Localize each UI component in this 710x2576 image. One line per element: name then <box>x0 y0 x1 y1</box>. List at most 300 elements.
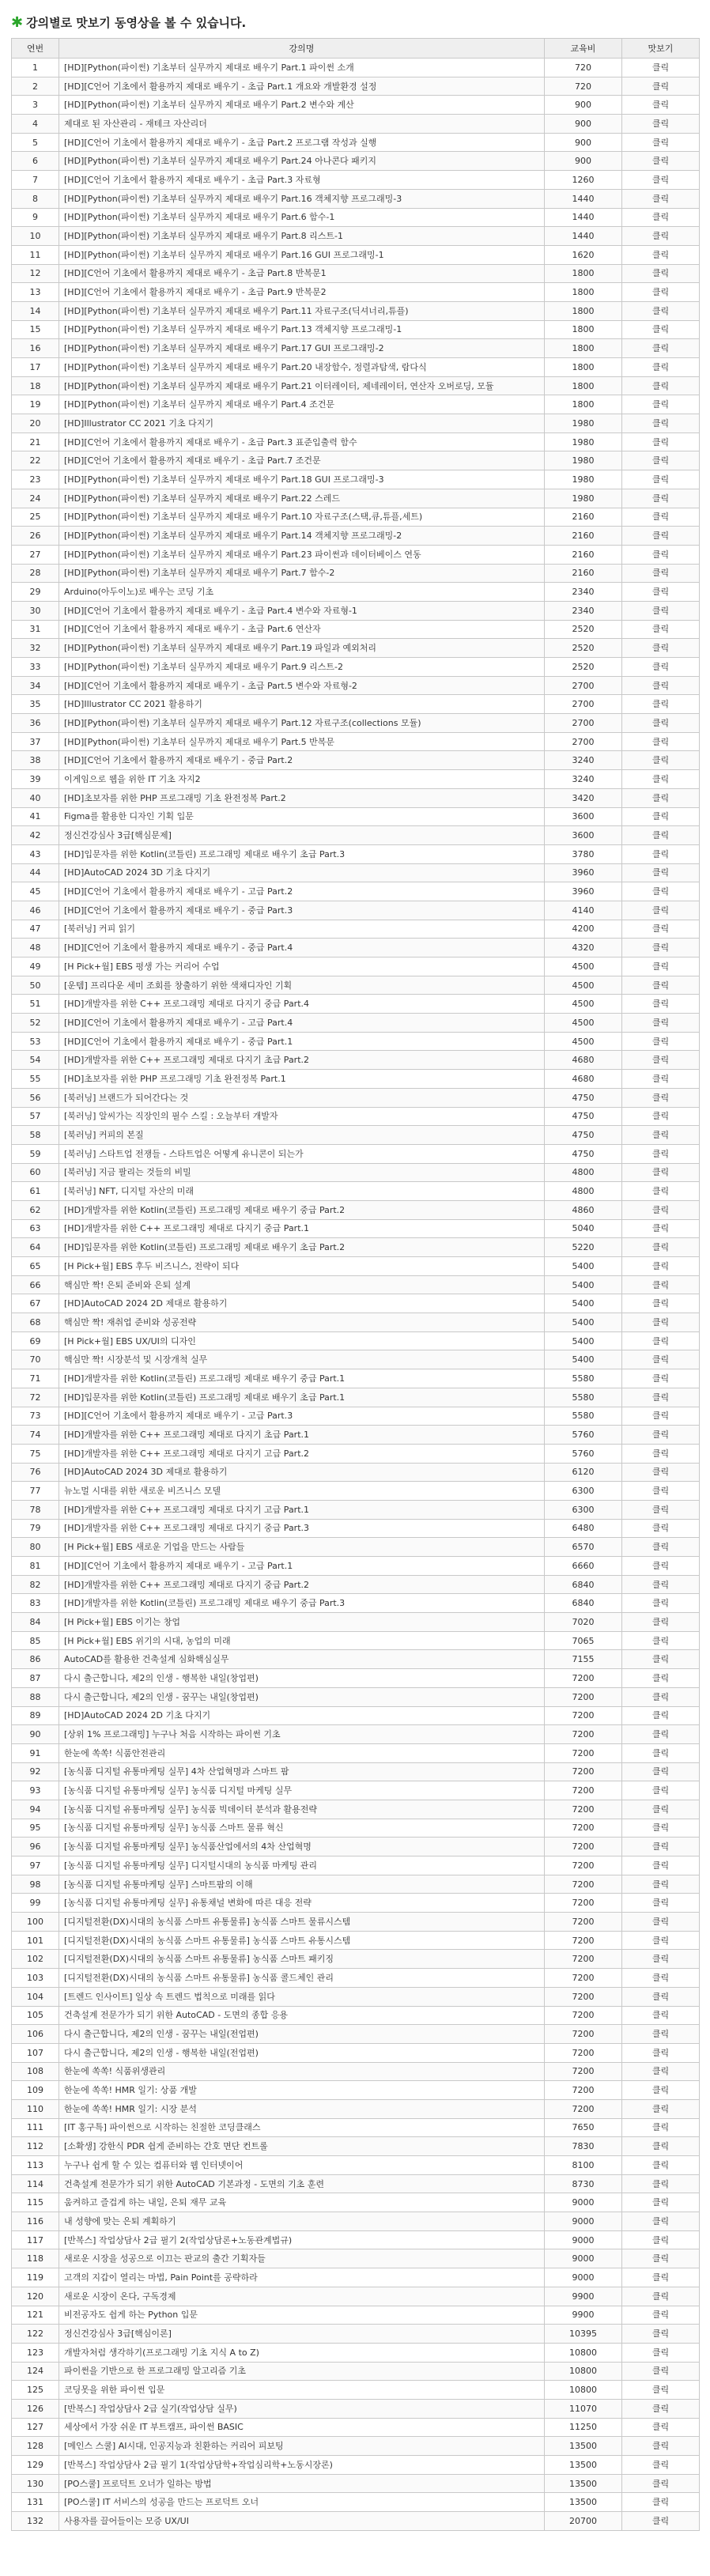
table-row <box>12 901 700 920</box>
table-row <box>12 1613 700 1632</box>
table-row <box>12 1931 700 1950</box>
preview-link[interactable]: 클릭 <box>622 1144 700 1163</box>
preview-link[interactable]: 클릭 <box>622 171 700 190</box>
table-row <box>12 2137 700 2156</box>
preview-link[interactable]: 클릭 <box>622 2174 700 2193</box>
preview-link[interactable]: 클릭 <box>622 1500 700 1519</box>
course-fee: 4860 <box>545 1200 622 1219</box>
course-fee: 7200 <box>545 1743 622 1762</box>
preview-link[interactable]: 클릭 <box>622 844 700 863</box>
row-number: 106 <box>12 2025 59 2044</box>
preview-link[interactable]: 클릭 <box>622 1800 700 1819</box>
course-fee: 1800 <box>545 376 622 395</box>
course-fee: 6300 <box>545 1500 622 1519</box>
column-header-preview: 맛보기 <box>622 39 700 59</box>
table-row <box>12 1426 700 1445</box>
table-row <box>12 676 700 695</box>
preview-link[interactable]: 클릭 <box>622 189 700 208</box>
preview-link[interactable]: 클릭 <box>622 283 700 302</box>
row-number: 14 <box>12 301 59 320</box>
course-title: 핵심만 짝! 은퇴 준비와 은퇴 설계 <box>59 1275 545 1294</box>
course-fee: 7200 <box>545 2025 622 2044</box>
row-number: 24 <box>12 489 59 508</box>
table-row <box>12 2343 700 2362</box>
preview-link[interactable]: 클릭 <box>622 1538 700 1557</box>
preview-link[interactable]: 클릭 <box>622 620 700 639</box>
row-number: 35 <box>12 695 59 714</box>
course-fee: 1440 <box>545 227 622 246</box>
preview-link[interactable]: 클릭 <box>622 1913 700 1932</box>
preview-link[interactable]: 클릭 <box>622 1687 700 1706</box>
course-fee: 4500 <box>545 1014 622 1033</box>
preview-link[interactable]: 클릭 <box>622 1838 700 1856</box>
preview-link[interactable]: 클릭 <box>622 1126 700 1145</box>
table-row <box>12 583 700 602</box>
preview-link[interactable]: 클릭 <box>622 1819 700 1838</box>
preview-link[interactable]: 클릭 <box>622 1987 700 2006</box>
preview-link[interactable]: 클릭 <box>622 1407 700 1426</box>
row-number: 31 <box>12 620 59 639</box>
course-fee: 900 <box>545 133 622 152</box>
preview-link[interactable]: 클릭 <box>622 1650 700 1669</box>
preview-link[interactable]: 클릭 <box>622 1219 700 1238</box>
course-title: [HD][Python(파이썬) 기초부터 실무까지 제대로 배우기 Part.2 변수와 계산 <box>59 96 545 115</box>
table-row <box>12 2493 700 2512</box>
preview-link[interactable]: 클릭 <box>622 901 700 920</box>
preview-link[interactable]: 클릭 <box>622 882 700 901</box>
table-row <box>12 2249 700 2268</box>
course-title: [HD][Python(파이썬) 기초부터 실무까지 제대로 배우기 Part.4 조건문 <box>59 395 545 414</box>
preview-link[interactable]: 클릭 <box>622 1631 700 1650</box>
course-title: [HD][Python(파이썬) 기초부터 실무까지 제대로 배우기 Part.9 리스트-2 <box>59 658 545 677</box>
table-row <box>12 2043 700 2062</box>
course-fee: 4750 <box>545 1088 622 1107</box>
row-number: 90 <box>12 1725 59 1744</box>
row-number: 5 <box>12 133 59 152</box>
table-row <box>12 339 700 358</box>
course-fee: 1980 <box>545 451 622 470</box>
preview-link[interactable]: 클릭 <box>622 1557 700 1576</box>
course-fee: 1800 <box>545 339 622 358</box>
page <box>11 0 699 2531</box>
preview-link[interactable]: 클릭 <box>622 1931 700 1950</box>
preview-link[interactable]: 클릭 <box>622 2212 700 2231</box>
course-title: [농식품 디지털 유통마케팅 실무] 스마트팜의 이해 <box>59 1875 545 1894</box>
preview-link[interactable]: 클릭 <box>622 1163 700 1182</box>
preview-link[interactable]: 클릭 <box>622 2006 700 2025</box>
preview-link[interactable]: 클릭 <box>622 1350 700 1369</box>
preview-link[interactable]: 클릭 <box>622 583 700 602</box>
preview-link[interactable]: 클릭 <box>622 2099 700 2118</box>
course-fee: 3600 <box>545 807 622 826</box>
preview-link[interactable]: 클릭 <box>622 2137 700 2156</box>
course-title: [HD][C언어 기초에서 활용까지 제대로 배우기 - 초급 Part.2 프로그램 작성과 실행 <box>59 133 545 152</box>
row-number: 1 <box>12 59 59 77</box>
preview-link[interactable]: 클릭 <box>622 564 700 583</box>
table-body <box>12 59 700 2531</box>
preview-link[interactable]: 클릭 <box>622 339 700 358</box>
course-title: [북러닝] 커피 읽기 <box>59 920 545 939</box>
preview-link[interactable]: 클릭 <box>622 2268 700 2287</box>
table-row <box>12 1687 700 1706</box>
course-fee: 1980 <box>545 489 622 508</box>
table-row <box>12 1275 700 1294</box>
preview-link[interactable]: 클릭 <box>622 2025 700 2044</box>
page-heading <box>11 11 699 33</box>
table-row <box>12 807 700 826</box>
preview-link[interactable]: 클릭 <box>622 639 700 658</box>
preview-link[interactable]: 클릭 <box>622 1482 700 1501</box>
course-title: 새로운 시장을 성공으로 이끄는 판교의 출간 기획자들 <box>59 2249 545 2268</box>
row-number: 73 <box>12 1407 59 1426</box>
preview-link[interactable]: 클릭 <box>622 1051 700 1070</box>
row-number: 18 <box>12 376 59 395</box>
preview-link[interactable]: 클릭 <box>622 976 700 995</box>
course-title: [HD]개발자를 위한 Kotlin(코틀린) 프로그래밍 제대로 배우기 중급 Part.3 <box>59 1594 545 1613</box>
row-number: 69 <box>12 1331 59 1350</box>
course-fee: 1260 <box>545 171 622 190</box>
preview-link[interactable]: 클릭 <box>622 1856 700 1875</box>
course-fee: 720 <box>545 59 622 77</box>
table-row <box>12 264 700 283</box>
preview-link[interactable]: 클릭 <box>622 714 700 733</box>
course-fee: 6840 <box>545 1575 622 1594</box>
preview-link[interactable]: 클릭 <box>622 1894 700 1913</box>
table-row <box>12 1182 700 1201</box>
table-row <box>12 2381 700 2400</box>
row-number: 38 <box>12 751 59 770</box>
preview-link[interactable]: 클릭 <box>622 958 700 976</box>
preview-link[interactable]: 클릭 <box>622 1706 700 1725</box>
course-fee: 7200 <box>545 1875 622 1894</box>
table-row <box>12 863 700 882</box>
course-fee: 1800 <box>545 395 622 414</box>
preview-link[interactable]: 클릭 <box>622 1238 700 1257</box>
preview-link[interactable]: 클릭 <box>622 2437 700 2456</box>
course-title: [HD][C언어 기초에서 활용까지 제대로 배우기 - 중급 Part.4 <box>59 939 545 958</box>
preview-link[interactable]: 클릭 <box>622 2230 700 2249</box>
row-number: 56 <box>12 1088 59 1107</box>
preview-link[interactable]: 클릭 <box>622 732 700 751</box>
preview-link[interactable]: 클릭 <box>622 489 700 508</box>
preview-link[interactable]: 클릭 <box>622 2193 700 2212</box>
table-row <box>12 1257 700 1276</box>
preview-link[interactable]: 클릭 <box>622 1070 700 1089</box>
course-fee: 7650 <box>545 2118 622 2137</box>
row-number: 48 <box>12 939 59 958</box>
preview-link[interactable]: 클릭 <box>622 152 700 171</box>
preview-link[interactable]: 클릭 <box>622 1313 700 1332</box>
course-fee: 7200 <box>545 1819 622 1838</box>
row-number: 46 <box>12 901 59 920</box>
course-title: [소확생] 강한식 PDR 쉽게 준비하는 간호 면단 컨트롤 <box>59 2137 545 2156</box>
course-fee: 1800 <box>545 283 622 302</box>
course-fee: 9000 <box>545 2212 622 2231</box>
preview-link[interactable]: 클릭 <box>622 451 700 470</box>
preview-link[interactable]: 클릭 <box>622 676 700 695</box>
preview-link[interactable]: 클릭 <box>622 1182 700 1201</box>
table-row <box>12 1875 700 1894</box>
preview-link[interactable]: 클릭 <box>622 1294 700 1313</box>
row-number: 92 <box>12 1762 59 1781</box>
table-row <box>12 1800 700 1819</box>
row-number: 120 <box>12 2287 59 2306</box>
preview-link[interactable]: 클릭 <box>622 770 700 789</box>
table-row <box>12 2230 700 2249</box>
course-fee: 1800 <box>545 358 622 377</box>
preview-link[interactable]: 클릭 <box>622 1331 700 1350</box>
course-fee: 4750 <box>545 1144 622 1163</box>
preview-link[interactable]: 클릭 <box>622 2325 700 2344</box>
course-title: [IT 홍구특] 파이썬으로 시작하는 친절한 코딩클래스 <box>59 2118 545 2137</box>
preview-link[interactable]: 클릭 <box>622 658 700 677</box>
preview-link[interactable]: 클릭 <box>622 1950 700 1969</box>
preview-link[interactable]: 클릭 <box>622 1743 700 1762</box>
course-title: 개발자처럼 생각하기(프로그래밍 기초 지식 A to Z) <box>59 2343 545 2362</box>
preview-link[interactable]: 클릭 <box>622 508 700 527</box>
course-title: [디지털전환(DX)시대의 농식품 스마트 유통물류] 농식품 스마트 유통시스템 <box>59 1931 545 1950</box>
preview-link[interactable]: 클릭 <box>622 301 700 320</box>
row-number: 102 <box>12 1950 59 1969</box>
row-number: 91 <box>12 1743 59 1762</box>
course-fee: 7200 <box>545 1725 622 1744</box>
row-number: 57 <box>12 1107 59 1126</box>
course-title: [HD]AutoCAD 2024 2D 기초 다지기 <box>59 1706 545 1725</box>
row-number: 52 <box>12 1014 59 1033</box>
preview-link[interactable]: 클릭 <box>622 1388 700 1407</box>
table-row <box>12 1444 700 1463</box>
table-row <box>12 489 700 508</box>
preview-link[interactable]: 클릭 <box>622 1032 700 1051</box>
preview-link[interactable]: 클릭 <box>622 1613 700 1632</box>
course-title: [농식품 디지털 유통마케팅 실무] 농식품 스마트 물류 혁신 <box>59 1819 545 1838</box>
row-number: 53 <box>12 1032 59 1051</box>
course-title: [HD][Python(파이썬) 기초부터 실무까지 제대로 배우기 Part.11 자료구조(딕셔너리,튜플) <box>59 301 545 320</box>
preview-link[interactable]: 클릭 <box>622 2081 700 2100</box>
preview-link[interactable]: 클릭 <box>622 227 700 246</box>
preview-link[interactable]: 클릭 <box>622 59 700 77</box>
course-title: 한눈에 쏙쏙! 식품안전관리 <box>59 1743 545 1762</box>
preview-link[interactable]: 클릭 <box>622 264 700 283</box>
row-number: 54 <box>12 1051 59 1070</box>
course-title: [HD]개발자를 위한 C++ 프로그래밍 제대로 다지기 중급 Part.1 <box>59 1219 545 1238</box>
preview-link[interactable]: 클릭 <box>622 788 700 807</box>
preview-link[interactable]: 클릭 <box>622 939 700 958</box>
table-row <box>12 1743 700 1762</box>
preview-link[interactable]: 클릭 <box>622 2512 700 2531</box>
preview-link[interactable]: 클릭 <box>622 1444 700 1463</box>
row-number: 75 <box>12 1444 59 1463</box>
preview-link[interactable]: 클릭 <box>622 751 700 770</box>
preview-link[interactable]: 클릭 <box>622 2399 700 2418</box>
row-number: 39 <box>12 770 59 789</box>
course-fee: 2520 <box>545 658 622 677</box>
row-number: 105 <box>12 2006 59 2025</box>
course-title: [HD]AutoCAD 2024 3D 제대로 활용하기 <box>59 1463 545 1482</box>
course-title: 건축설계 전문가가 되기 위한 AutoCAD - 도면의 종합 응용 <box>59 2006 545 2025</box>
preview-link[interactable]: 클릭 <box>622 432 700 451</box>
preview-link[interactable]: 클릭 <box>622 1369 700 1388</box>
table-row <box>12 1575 700 1594</box>
course-fee: 4140 <box>545 901 622 920</box>
course-fee: 4320 <box>545 939 622 958</box>
course-title: 한눈에 쏙쏙! 식품위생관리 <box>59 2062 545 2081</box>
preview-link[interactable]: 클릭 <box>622 2249 700 2268</box>
course-fee: 9000 <box>545 2230 622 2249</box>
course-fee: 6480 <box>545 1519 622 1538</box>
preview-link[interactable]: 클릭 <box>622 1781 700 1800</box>
preview-link[interactable]: 클릭 <box>622 1594 700 1613</box>
preview-link[interactable]: 클릭 <box>622 826 700 845</box>
row-number: 26 <box>12 527 59 546</box>
row-number: 17 <box>12 358 59 377</box>
course-fee: 13500 <box>545 2456 622 2475</box>
preview-link[interactable]: 클릭 <box>622 995 700 1014</box>
course-title: [HD][C언어 기초에서 활용까지 제대로 배우기 - 고급 Part.3 <box>59 1407 545 1426</box>
preview-link[interactable]: 클릭 <box>622 414 700 433</box>
table-row <box>12 1519 700 1538</box>
preview-link[interactable]: 클릭 <box>622 1725 700 1744</box>
table-row <box>12 658 700 677</box>
row-number: 126 <box>12 2399 59 2418</box>
course-title: [농식품 디지털 유통마케팅 실무] 4차 산업혁명과 스마트 팜 <box>59 1762 545 1781</box>
preview-link[interactable]: 클릭 <box>622 1669 700 1688</box>
preview-link[interactable]: 클릭 <box>622 376 700 395</box>
preview-link[interactable]: 클릭 <box>622 2118 700 2137</box>
row-number: 72 <box>12 1388 59 1407</box>
preview-link[interactable]: 클릭 <box>622 807 700 826</box>
preview-link[interactable]: 클릭 <box>622 695 700 714</box>
table-row <box>12 189 700 208</box>
column-header-title: 강의명 <box>59 39 545 59</box>
course-fee: 5400 <box>545 1331 622 1350</box>
row-number: 62 <box>12 1200 59 1219</box>
preview-link[interactable]: 클릭 <box>622 2043 700 2062</box>
table-row <box>12 414 700 433</box>
course-title: [HD][Python(파이썬) 기초부터 실무까지 제대로 배우기 Part.7 함수-2 <box>59 564 545 583</box>
preview-link[interactable]: 클릭 <box>622 1875 700 1894</box>
preview-link[interactable]: 클릭 <box>622 2456 700 2475</box>
preview-link[interactable]: 클릭 <box>622 77 700 96</box>
preview-link[interactable]: 클릭 <box>622 2418 700 2437</box>
preview-link[interactable]: 클릭 <box>622 358 700 377</box>
course-fee: 5580 <box>545 1369 622 1388</box>
preview-link[interactable]: 클릭 <box>622 1762 700 1781</box>
course-fee: 2160 <box>545 545 622 564</box>
preview-link[interactable]: 클릭 <box>622 2493 700 2512</box>
preview-link[interactable]: 클릭 <box>622 527 700 546</box>
preview-link[interactable]: 클릭 <box>622 2062 700 2081</box>
course-title: [HD][Python(파이썬) 기초부터 실무까지 제대로 배우기 Part.12 자료구조(collections 모듈) <box>59 714 545 733</box>
row-number: 129 <box>12 2456 59 2475</box>
preview-link[interactable]: 클릭 <box>622 1088 700 1107</box>
preview-link[interactable]: 클릭 <box>622 2474 700 2493</box>
preview-link[interactable]: 클릭 <box>622 863 700 882</box>
preview-link[interactable]: 클릭 <box>622 1275 700 1294</box>
preview-link[interactable]: 클릭 <box>622 1257 700 1276</box>
preview-link[interactable]: 클릭 <box>622 208 700 227</box>
row-number: 109 <box>12 2081 59 2100</box>
row-number: 23 <box>12 470 59 489</box>
course-title: [HD][Python(파이썬) 기초부터 실무까지 제대로 배우기 Part.10 자료구조(스택,큐,튜플,세트) <box>59 508 545 527</box>
preview-link[interactable]: 클릭 <box>622 320 700 339</box>
course-title: [HD]입문자를 위한 Kotlin(코틀린) 프로그래밍 제대로 배우기 초급 Part.1 <box>59 1388 545 1407</box>
preview-link[interactable]: 클릭 <box>622 133 700 152</box>
preview-link[interactable]: 클릭 <box>622 1426 700 1445</box>
preview-link[interactable]: 클릭 <box>622 2362 700 2381</box>
preview-link[interactable]: 클릭 <box>622 1107 700 1126</box>
table-row <box>12 59 700 77</box>
row-number: 79 <box>12 1519 59 1538</box>
course-title: [HD][C언어 기초에서 활용까지 제대로 배우기 - 중급 Part.3 <box>59 901 545 920</box>
preview-link[interactable]: 클릭 <box>622 1200 700 1219</box>
course-title: [디지털전환(DX)시대의 농식품 스마트 유통물류] 농식품 스마트 물류시스템 <box>59 1913 545 1932</box>
course-fee: 9000 <box>545 2249 622 2268</box>
preview-link[interactable]: 클릭 <box>622 2287 700 2306</box>
course-title: [반복스] 작업상담사 2급 실기(작업상담 실무) <box>59 2399 545 2418</box>
preview-link[interactable]: 클릭 <box>622 1463 700 1482</box>
course-fee: 5040 <box>545 1219 622 1238</box>
course-title: 정신건강심사 3급[핵심이론] <box>59 2325 545 2344</box>
course-title: [HD][Python(파이썬) 기초부터 실무까지 제대로 배우기 Part.5 반복문 <box>59 732 545 751</box>
preview-link[interactable]: 클릭 <box>622 2381 700 2400</box>
preview-link[interactable]: 클릭 <box>622 2343 700 2362</box>
table-row <box>12 1706 700 1725</box>
row-number: 80 <box>12 1538 59 1557</box>
course-fee: 11070 <box>545 2399 622 2418</box>
course-title: [HD][C언어 기초에서 활용까지 제대로 배우기 - 초급 Part.8 반복문1 <box>59 264 545 283</box>
row-number: 119 <box>12 2268 59 2287</box>
course-title: [HD]Illustrator CC 2021 기초 다지기 <box>59 414 545 433</box>
preview-link[interactable]: 클릭 <box>622 2156 700 2175</box>
table-row <box>12 358 700 377</box>
table-row <box>12 2437 700 2456</box>
course-fee: 2700 <box>545 676 622 695</box>
preview-link[interactable]: 클릭 <box>622 470 700 489</box>
course-title: [북러닝] 스타트업 전쟁들 - 스타트업은 어떻게 유니콘이 되는가 <box>59 1144 545 1163</box>
preview-link[interactable]: 클릭 <box>622 245 700 264</box>
course-title: 한눈에 쏙쏙! HMR 일기: 상품 개발 <box>59 2081 545 2100</box>
course-fee: 4200 <box>545 920 622 939</box>
preview-link[interactable]: 클릭 <box>622 96 700 115</box>
preview-link[interactable]: 클릭 <box>622 395 700 414</box>
course-title: [농식품 디지털 유통마케팅 실무] 농식품 빅데이터 분석과 활용전략 <box>59 1800 545 1819</box>
preview-link[interactable]: 클릭 <box>622 2306 700 2325</box>
course-title: [HD][C언어 기초에서 활용까지 제대로 배우기 - 초급 Part.3 표준입출력 함수 <box>59 432 545 451</box>
table-row <box>12 1987 700 2006</box>
preview-link[interactable]: 클릭 <box>622 115 700 134</box>
course-title: 비전공자도 쉽게 하는 Python 입문 <box>59 2306 545 2325</box>
preview-link[interactable]: 클릭 <box>622 601 700 620</box>
preview-link[interactable]: 클릭 <box>622 1969 700 1988</box>
course-fee: 5400 <box>545 1350 622 1369</box>
preview-link[interactable]: 클릭 <box>622 1519 700 1538</box>
preview-link[interactable]: 클릭 <box>622 920 700 939</box>
preview-link[interactable]: 클릭 <box>622 545 700 564</box>
table-row <box>12 1350 700 1369</box>
table-row <box>12 1144 700 1163</box>
preview-link[interactable]: 클릭 <box>622 1014 700 1033</box>
course-title: 새로운 시장이 온다, 구독경제 <box>59 2287 545 2306</box>
row-number: 36 <box>12 714 59 733</box>
row-number: 59 <box>12 1144 59 1163</box>
course-fee: 3780 <box>545 844 622 863</box>
preview-link[interactable]: 클릭 <box>622 1575 700 1594</box>
course-fee: 4680 <box>545 1051 622 1070</box>
row-number: 60 <box>12 1163 59 1182</box>
course-fee: 7200 <box>545 2099 622 2118</box>
course-fee: 7200 <box>545 2006 622 2025</box>
